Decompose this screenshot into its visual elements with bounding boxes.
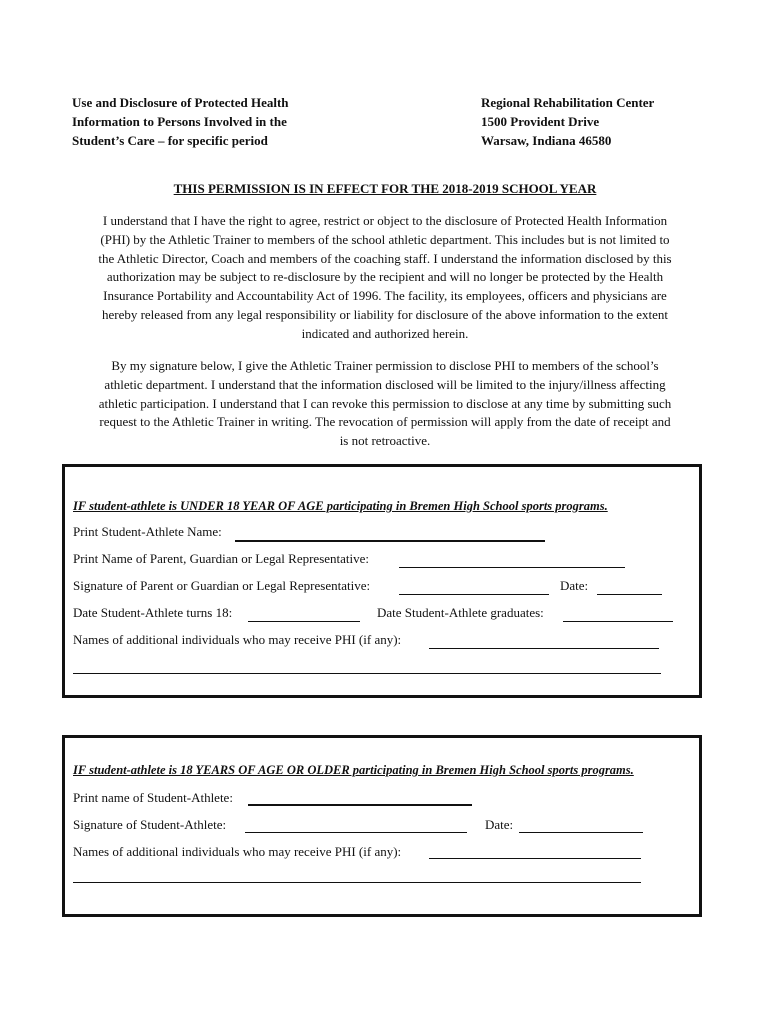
turns-18-date-field[interactable] xyxy=(248,621,360,622)
parent-signature-date-field[interactable] xyxy=(597,594,662,595)
additional-individuals-field-continued[interactable] xyxy=(73,882,641,883)
additional-individuals-label: Names of additional individuals who may receive PHI (if any): xyxy=(73,844,402,859)
additional-individuals-label: Names of additional individuals who may receive PHI (if any): xyxy=(73,632,402,647)
paragraph-line: By my signature below, I give the Athletic Trainer permission to disclose PHI to members of the school’s xyxy=(111,358,659,373)
additional-individuals-field-continued[interactable] xyxy=(73,673,661,674)
additional-individuals-field[interactable] xyxy=(429,648,659,649)
parent-name-field[interactable] xyxy=(399,567,625,568)
paragraph-line: indicated and authorized herein. xyxy=(301,325,469,341)
student-name-field[interactable] xyxy=(235,540,545,542)
paragraph-line: Insurance Portability and Accountability Act of 1996. The facility, its employees, officers and physicians are xyxy=(103,288,667,304)
paragraph-line: I understand that I have the right to agree, restrict or object to the disclosure of Protected Health Information xyxy=(102,213,668,228)
18-or-older-section xyxy=(62,735,702,917)
form-title-line: Use and Disclosure of Protected Health xyxy=(72,95,289,110)
paragraph-line: hereby released from any legal responsibility or liability for disclosure of the above information to the extent xyxy=(101,306,669,322)
student-signature-date-field[interactable] xyxy=(519,832,643,833)
paragraph-line: athletic participation. I understand that I can revoke this permission to disclose at any time by submitting such xyxy=(98,395,672,411)
permission-period-title: THIS PERMISSION IS IN EFFECT FOR THE 2018-2019 SCHOOL YEAR xyxy=(173,181,597,196)
date-label: Date: xyxy=(560,578,589,593)
additional-individuals-field[interactable] xyxy=(429,858,641,859)
facility-city: Warsaw, Indiana 46580 xyxy=(481,133,612,148)
paragraph-line: request to the Athletic Trainer in writing. The revocation of permission will apply from the date of receipt and xyxy=(99,414,671,430)
under-18-section-title: IF student-athlete is UNDER 18 YEAR OF AGE participating in Bremen High School sports programs. xyxy=(73,499,608,513)
student-signature-label: Signature of Student-Athlete: xyxy=(73,817,227,832)
graduates-label: Date Student-Athlete graduates: xyxy=(377,605,544,620)
paragraph-line: athletic department. I understand that the information disclosed will be limited to the injury/illness affecting xyxy=(104,376,666,392)
facility-name: Regional Rehabilitation Center xyxy=(481,95,655,110)
consent-paragraph xyxy=(72,357,698,451)
facility-street: 1500 Provident Drive xyxy=(481,114,600,129)
paragraph-line: authorization may be subject to re-disclosure by the recipient and will no longer be protected by the Health xyxy=(106,269,664,285)
paragraph-line: the Athletic Director, Coach and members of the coaching staff. I understand the information disclosed by this xyxy=(98,250,672,266)
graduation-date-field[interactable] xyxy=(563,621,673,622)
under-18-section xyxy=(62,464,702,698)
rights-paragraph xyxy=(72,212,698,344)
student-name-field[interactable] xyxy=(248,804,472,806)
student-name-label: Print name of Student-Athlete: xyxy=(73,790,233,805)
facility-address-block xyxy=(481,93,741,150)
parent-signature-field[interactable] xyxy=(399,594,549,595)
paragraph-line: (PHI) by the Athletic Trainer to members of the school athletic department. This includes but is not limited to xyxy=(100,231,670,247)
form-title-line: Information to Persons Involved in the xyxy=(72,114,287,129)
parent-name-label: Print Name of Parent, Guardian or Legal Representative: xyxy=(73,551,370,566)
parent-signature-label: Signature of Parent or Guardian or Legal Representative: xyxy=(73,578,371,593)
date-label: Date: xyxy=(485,817,514,832)
student-signature-field[interactable] xyxy=(245,832,467,833)
turns-18-label: Date Student-Athlete turns 18: xyxy=(73,605,233,620)
form-title-block xyxy=(72,93,372,150)
paragraph-line: is not retroactive. xyxy=(339,433,431,449)
student-name-label: Print Student-Athlete Name: xyxy=(73,524,222,539)
form-title-line: Student’s Care – for specific period xyxy=(72,133,268,148)
18-or-older-section-title: IF student-athlete is 18 YEARS OF AGE OR OLDER participating in Bremen High School sports programs. xyxy=(73,763,634,777)
